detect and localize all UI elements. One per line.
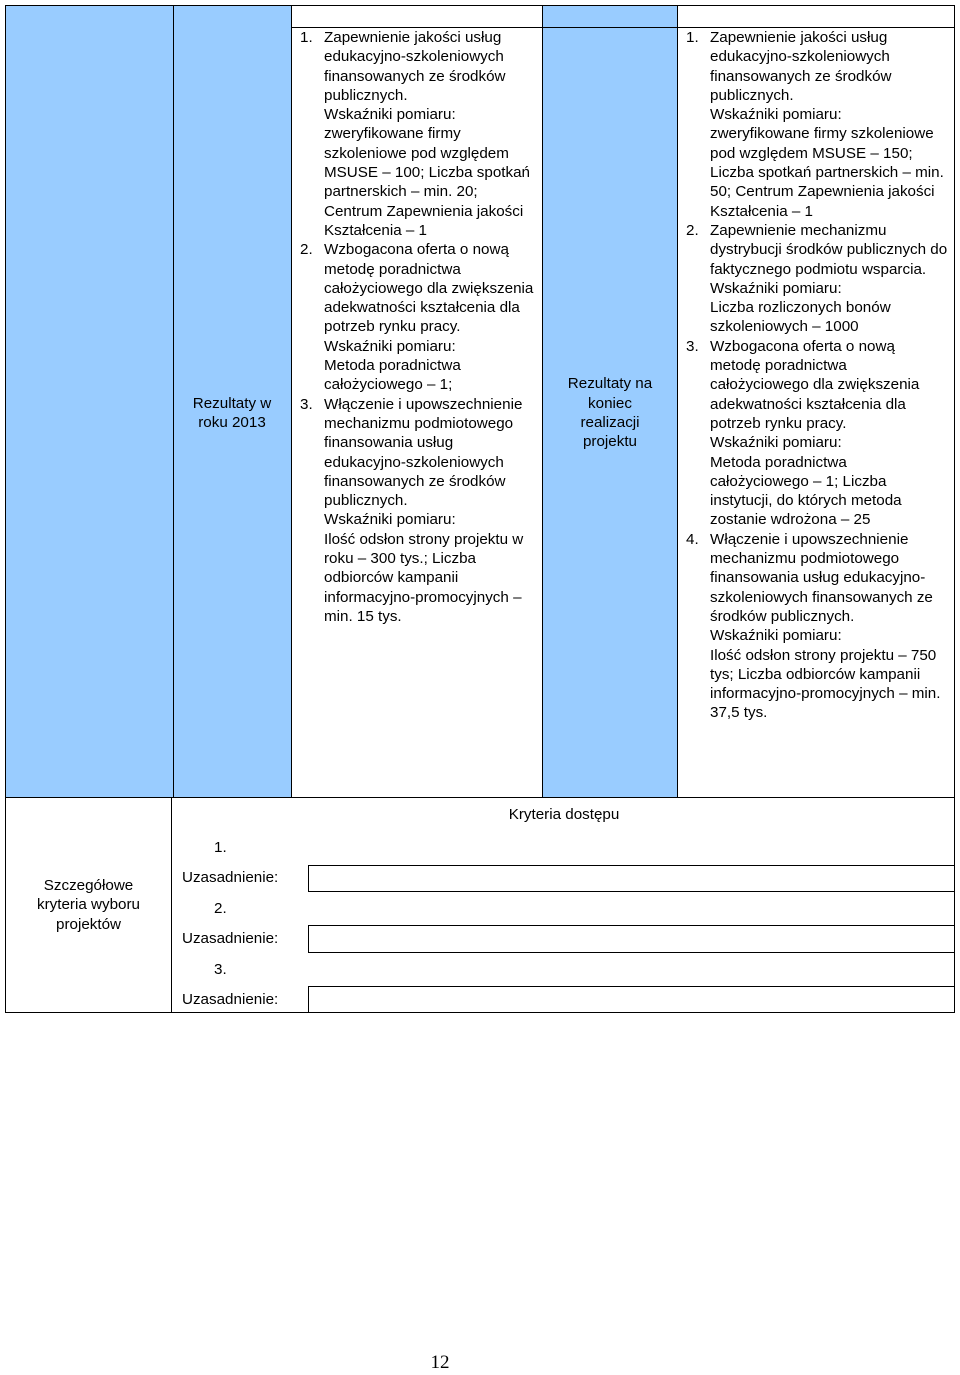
- indicator-label: Wskaźniki pomiaru:: [710, 106, 842, 124]
- criteria-row-2-number: 2.: [214, 900, 227, 917]
- indicator-text: Ilość odsłon strony projektu – 750 tys; Liczba odbiorców kampanii informacyjno-promocyjnych – min. 37,5 tys.: [710, 646, 941, 722]
- item-number: 1.: [686, 29, 699, 46]
- item-title: Włączenie i upowszechnienie mechanizmu podmiotowego finansowania usług edukacyjno-szkoleniowych finansowanych ze środków publicznych.: [324, 395, 523, 510]
- indicator-text: Ilość odsłon strony projektu w roku – 300 tys.; Liczba odbiorców kampanii informacyjno-promocyjnych – min. 15 tys.: [324, 530, 524, 625]
- item-number: 4.: [686, 530, 699, 548]
- indicator-text: zweryfikowane firmy szkoleniowe pod względem MSUSE – 150; Liczba spotkań partnerskich – min. 50; Centrum Zapewnienia jakości Kształcenia – 1: [710, 125, 944, 220]
- results-2013-label: Rezultaty w roku 2013: [192, 394, 272, 431]
- item-number: 3.: [686, 337, 699, 355]
- item-number: 2.: [686, 221, 699, 239]
- indicator-text: Liczba rozliczonych bonów szkoleniowych – 1000: [710, 299, 891, 336]
- access-criteria-header: Kryteria dostępu: [508, 806, 620, 823]
- results-end-item-3: [686, 337, 948, 530]
- results-end-item-1: [686, 28, 948, 221]
- item-title: Zapewnienie mechanizmu dystrybucji środków publicznych do faktycznego podmiotu wsparcia.: [710, 221, 948, 278]
- selection-criteria-label: Szczegółowe kryteria wyboru projektów: [37, 877, 140, 933]
- item-title: Wzbogacona oferta o nową metodę poradnictwa całożyciowego dla zwiększenia adekwatności kształcenia dla potrzeb rynku pracy.: [324, 241, 534, 336]
- item-number: 2.: [300, 241, 313, 259]
- item-title: Wzbogacona oferta o nową metodę poradnictwa całożyciowego dla zwiększenia adekwatności kształcenia dla potrzeb rynku pracy.: [710, 337, 920, 432]
- criteria-row-1-number: 1.: [214, 839, 227, 856]
- criteria-row-3-justification: Uzasadnienie:: [182, 991, 279, 1008]
- indicator-text: Metoda poradnictwa całożyciowego – 1;: [324, 357, 461, 394]
- indicator-label: Wskaźniki pomiaru:: [710, 627, 842, 645]
- criteria-row-1-justification: Uzasadnienie:: [182, 869, 279, 886]
- results-end-label-cell: [543, 28, 677, 798]
- results-end-list: [686, 28, 948, 723]
- indicator-label: Wskaźniki pomiaru:: [324, 337, 456, 355]
- item-title: Zapewnienie jakości usług edukacyjno-szkoleniowych finansowanych ze środków publicznych.: [710, 29, 892, 104]
- results-end-label: Rezultaty na koniec realizacji projektu: [567, 375, 653, 451]
- indicator-label: Wskaźniki pomiaru:: [710, 434, 842, 452]
- results-2013-label-cell: [173, 28, 291, 798]
- item-number: 1.: [300, 29, 313, 46]
- criteria-row-3-number: 3.: [214, 961, 227, 978]
- indicator-label: Wskaźniki pomiaru:: [324, 511, 456, 529]
- header-strip-mid-bg: [542, 5, 677, 27]
- results-2013-list: [300, 28, 536, 626]
- criteria-row-2-justification: Uzasadnienie:: [182, 930, 279, 947]
- item-title: Włączenie i upowszechnienie mechanizmu podmiotowego finansowania usług edukacyjno-szkoleniowych finansowanych ze środków publicznych.: [710, 530, 933, 625]
- results-2013-item-3: [300, 395, 536, 627]
- results-2013-item-2: [300, 240, 536, 394]
- results-end-item-2: [686, 221, 948, 337]
- selection-criteria-label-cell: [6, 798, 171, 1012]
- results-end-item-4: [686, 530, 948, 723]
- item-number: 3.: [300, 395, 313, 413]
- item-title: Zapewnienie jakości usług edukacyjno-szkoleniowych finansowanych ze środków publicznych.: [324, 29, 506, 104]
- page-number: 12: [430, 1352, 450, 1373]
- results-2013-item-1: [300, 28, 536, 240]
- indicator-text: zweryfikowane firmy szkoleniowe pod względem MSUSE – 100; Liczba spotkań partnerskich – min. 20; Centrum Zapewnienia jakości Kształcenia – 1: [324, 125, 530, 239]
- indicator-text: Metoda poradnictwa całożyciowego – 1; Liczba instytucji, do których metoda zostanie wdrożona – 25: [710, 453, 902, 529]
- indicator-label: Wskaźniki pomiaru:: [324, 106, 456, 124]
- indicator-label: Wskaźniki pomiaru:: [710, 279, 842, 297]
